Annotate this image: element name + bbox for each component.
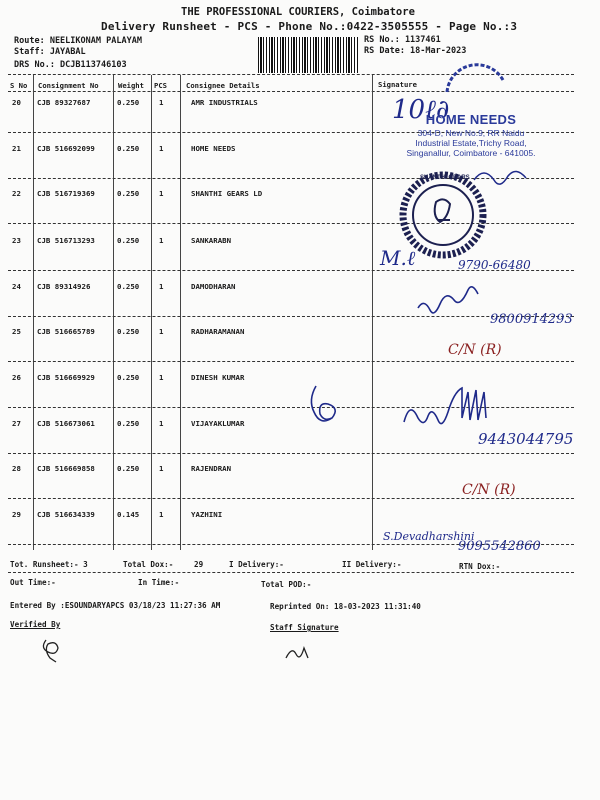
cell-sno: 29: [12, 510, 21, 519]
route-label: Route: NEELIKONAM PALAYAM: [14, 36, 142, 46]
cell-pcs: 1: [159, 98, 164, 107]
company-title: THE PROFESSIONAL COURIERS, Coimbatore: [181, 6, 415, 18]
signature-row-20: 10ℓ∂: [392, 95, 450, 125]
cell-consignment: CJB 516669858: [37, 464, 95, 473]
ii-delivery: II Delivery:-: [342, 560, 402, 569]
rtn-dox: RTN Dox:-: [459, 562, 501, 571]
cell-pcs: 1: [159, 236, 164, 245]
phone-row-24: 9800914293: [490, 312, 573, 327]
cell-weight: 0.250: [117, 236, 140, 245]
cell-weight: 0.250: [117, 144, 140, 153]
verifier-signature: [38, 634, 68, 664]
cell-sno: 22: [12, 189, 21, 198]
phone-row-23: 9790-66480: [458, 258, 531, 272]
signature-row-23: M.ℓ: [380, 246, 416, 270]
barcode: [258, 37, 358, 73]
col-consignee: Consignee Details: [186, 81, 260, 90]
cell-consignee: DINESH KUMAR: [191, 373, 245, 382]
cell-consignment: CJB 516713293: [37, 236, 95, 245]
staff-signature: Staff Signature: [270, 623, 339, 632]
cell-pcs: 1: [159, 327, 164, 336]
rs-date: RS Date: 18-Mar-2023: [364, 46, 467, 56]
cell-consignment: CJB 89314926: [37, 282, 91, 291]
out-time: Out Time:-: [10, 578, 56, 587]
runsheet-title: Delivery Runsheet - PCS - Phone No.:0422-3505555 - Page No.:3: [101, 20, 518, 33]
seal-text: SHANTHI GEARS: [420, 175, 470, 181]
reprinted-on: Reprinted On: 18-03-2023 11:31:40: [270, 602, 421, 611]
col-signature: Signature: [378, 80, 417, 89]
signature-row-26: [298, 380, 348, 440]
cell-consignee: HOME NEEDS: [191, 144, 236, 153]
cell-weight: 0.250: [117, 464, 140, 473]
cell-consignee: VIJAYAKLUMAR: [191, 419, 245, 428]
rs-number: RS No.: 1137461: [364, 35, 441, 45]
col-pcs: PCS: [154, 81, 167, 90]
row-separator: [8, 498, 574, 499]
cell-sno: 26: [12, 373, 21, 382]
footer-rule: [8, 572, 574, 573]
cell-weight: 0.250: [117, 373, 140, 382]
cell-weight: 0.145: [117, 510, 140, 519]
cell-weight: 0.250: [117, 189, 140, 198]
cell-consignment: CJB 516719369: [37, 189, 95, 198]
phone-row-27: 9443044795: [478, 430, 574, 448]
total-pod: Total POD:-: [261, 580, 312, 589]
col-consignment: Consignment No: [38, 81, 99, 90]
cell-consignment: CJB 516669929: [37, 373, 95, 382]
phone-row-29: 9095542860: [458, 539, 541, 554]
stamp-name: HOME NEEDS: [425, 112, 517, 127]
drs-number: DRS No.: DCJB113746103: [14, 60, 127, 70]
row-separator: [8, 453, 574, 454]
cell-pcs: 1: [159, 419, 164, 428]
verified-by: Verified By: [10, 620, 61, 629]
cell-weight: 0.250: [117, 419, 140, 428]
total-dox-label: Total Dox:-: [123, 560, 174, 569]
cell-consignee: RAJENDRAN: [191, 464, 232, 473]
staff-label: Staff: JAYABAL: [14, 47, 86, 57]
cell-sno: 28: [12, 464, 21, 473]
cell-consignment: CJB 516692099: [37, 144, 95, 153]
cell-sno: 24: [12, 282, 21, 291]
tot-runsheet: Tot. Runsheet:- 3: [10, 560, 88, 569]
stamp-address-1: 304-D, New No.9, RR Naidu: [417, 128, 525, 138]
cell-sno: 21: [12, 144, 21, 153]
cell-consignee: RADHARAMANAN: [191, 327, 245, 336]
cell-consignment: CJB 516634339: [37, 510, 95, 519]
cell-consignee: AMR INDUSTRIALS: [191, 98, 258, 107]
cell-consignee: DAMODHARAN: [191, 282, 236, 291]
cell-sno: 25: [12, 327, 21, 336]
cn-row-25: C/N (R): [448, 342, 502, 358]
cell-pcs: 1: [159, 510, 164, 519]
cell-pcs: 1: [159, 144, 164, 153]
partial-stamp: [445, 62, 505, 102]
cell-sno: 20: [12, 98, 21, 107]
stamp-address-2: Industrial Estate,Trichy Road,: [415, 138, 527, 148]
cn-row-28: C/N (R): [462, 482, 516, 498]
home-needs-stamp: [380, 112, 562, 158]
signature-row-24: [412, 288, 492, 328]
col-weight: Weight: [118, 81, 144, 90]
cell-sno: 27: [12, 419, 21, 428]
row-separator: [8, 361, 574, 362]
cell-consignee: SANKARABN: [191, 236, 232, 245]
stamp-address-3: Singanallur, Coimbatore - 641005.: [406, 148, 536, 158]
cell-pcs: 1: [159, 373, 164, 382]
entered-by: Entered By :ESOUNDARYAPCS 03/18/23 11:27:36 AM: [10, 601, 221, 610]
cell-weight: 0.250: [117, 282, 140, 291]
signature-row-22: [470, 160, 550, 190]
cell-consignee: YAZHINI: [191, 510, 223, 519]
cell-consignment: CJB 516673061: [37, 419, 95, 428]
cell-weight: 0.250: [117, 98, 140, 107]
staff-signature-mark: [282, 640, 312, 664]
i-delivery: I Delivery:-: [229, 560, 284, 569]
name-row-29: S.Devadharshini: [383, 530, 475, 543]
cell-consignee: SHANTHI GEARS LD: [191, 189, 263, 198]
cell-pcs: 1: [159, 189, 164, 198]
cell-consignment: CJB 516665789: [37, 327, 95, 336]
total-dox-value: 29: [194, 560, 204, 569]
cell-pcs: 1: [159, 282, 164, 291]
cell-pcs: 1: [159, 464, 164, 473]
col-sno: S No: [10, 81, 28, 90]
cell-weight: 0.250: [117, 327, 140, 336]
in-time: In Time:-: [138, 578, 180, 587]
cell-sno: 23: [12, 236, 21, 245]
cell-consignment: CJB 89327687: [37, 98, 91, 107]
